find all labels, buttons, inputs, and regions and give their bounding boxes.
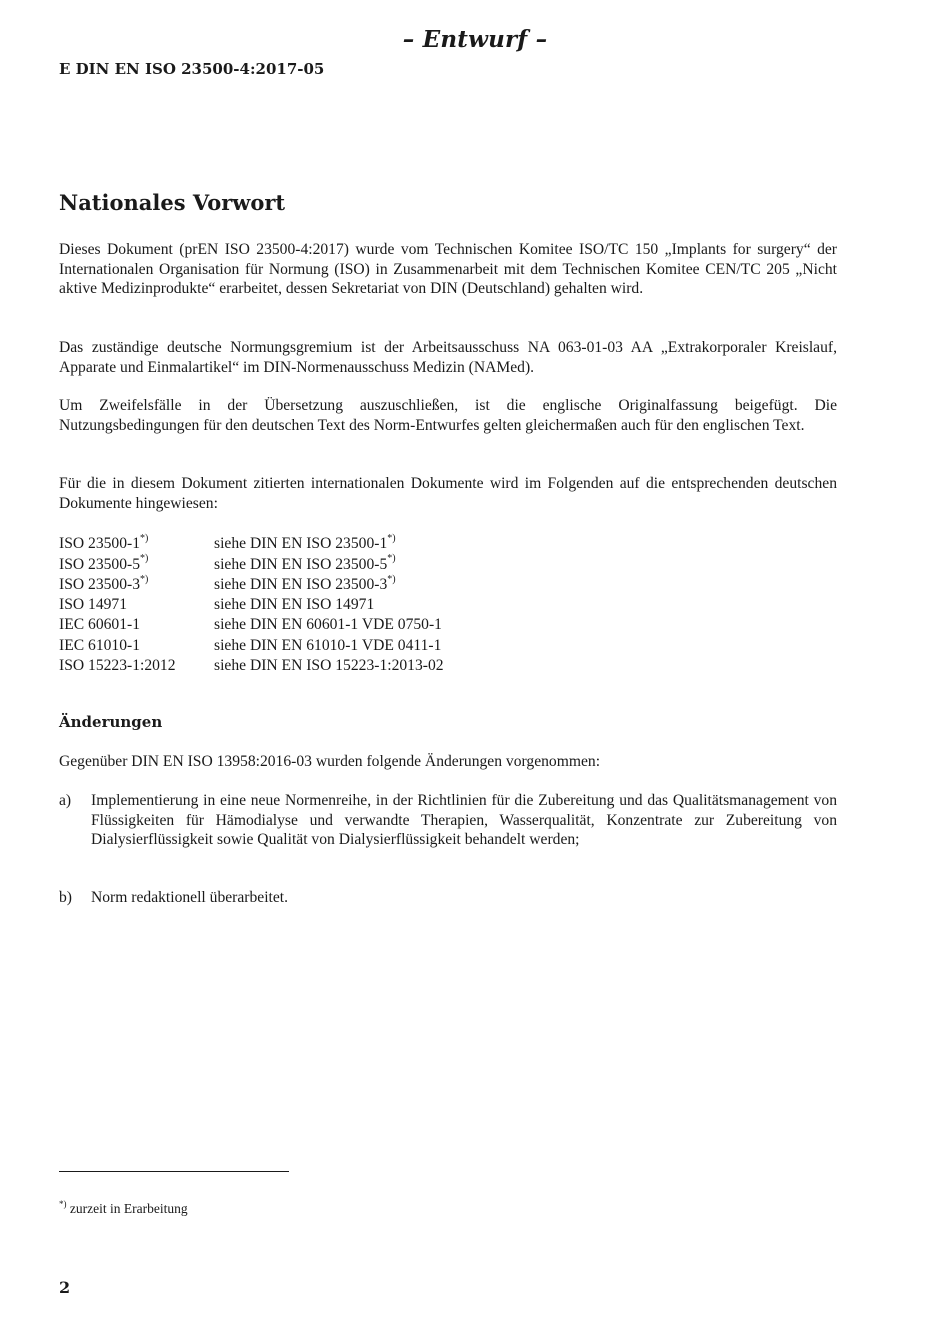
- intl-document-label: ISO 23500-3: [59, 575, 140, 593]
- section-title: Nationales Vorwort: [59, 190, 286, 215]
- footnote-ref: *): [387, 553, 396, 565]
- german-document: siehe DIN EN ISO 15223-1:2013-02: [214, 657, 444, 675]
- list-marker: b): [59, 889, 72, 906]
- footnote-text: zurzeit in Erarbeitung: [66, 1201, 188, 1216]
- table-row: [59, 655, 444, 675]
- intl-document-label: ISO 23500-5: [59, 555, 140, 573]
- list-item-text: Implementierung in eine neue Normenreihe, in der Richtlinien für die Zubereitung und das Qualitätsmanagement von Flüssigkeiten für Hämodialyse und verwandte Therapien, Wasserqualität, Konzentrate zur Zubereitung von Dialysierflüssigkeit sowie Qualität von Dialysierflüssigkeit behandelt werden;: [91, 792, 837, 848]
- table-row: [59, 553, 444, 573]
- german-document: [214, 574, 444, 594]
- document-id: E DIN EN ISO 23500-4:2017-05: [59, 60, 325, 78]
- intl-document: IEC 60601-1: [59, 616, 140, 634]
- intl-document: ISO 14971: [59, 596, 128, 614]
- german-document: siehe DIN EN 60601-1 VDE 0750-1: [214, 616, 442, 634]
- intl-document: [59, 533, 214, 553]
- german-document: siehe DIN EN ISO 14971: [214, 596, 375, 614]
- list-marker: a): [59, 792, 72, 809]
- intl-document: [59, 574, 214, 594]
- footnote-ref: *): [140, 553, 149, 565]
- paragraph-3: Um Zweifelsfälle in der Übersetzung auszuschließen, ist die englische Originalfassung beigefügt. Die Nutzungsbedingungen für den deutschen Text des Norm-Entwurfes gelten gleichermaßen auch für den englischen Text.: [59, 397, 837, 434]
- draft-watermark: – Entwurf –: [402, 26, 548, 53]
- german-document: [214, 533, 444, 553]
- table-row: [59, 574, 444, 594]
- list-item: [59, 888, 837, 908]
- paragraph-1: Dieses Dokument (prEN ISO 23500-4:2017) wurde vom Technischen Komitee ISO/TC 150 „Implants for surgery“ der Internationalen Organisation für Normung (ISO) in Zusammenarbeit mit dem Technischen Komitee CEN/TC 205 „Nicht aktive Medizinprodukte“ erarbeitet, dessen Sekretariat von DIN (Deutschland) gehalten wird.: [59, 241, 837, 297]
- table-row: [59, 594, 444, 614]
- german-document-label: siehe DIN EN ISO 23500-5: [214, 555, 388, 573]
- footnote-marker: *): [59, 1198, 67, 1209]
- intl-document: ISO 15223-1:2012: [59, 657, 176, 675]
- reference-table: [59, 533, 444, 675]
- paragraph-4: Für die in diesem Dokument zitierten internationalen Dokumente wird im Folgenden auf die entsprechenden deutschen Dokumente hingewiesen:: [59, 475, 837, 512]
- intl-document-label: ISO 23500-1: [59, 535, 140, 553]
- table-row: [59, 634, 444, 654]
- paragraph-2: Das zuständige deutsche Normungsgremium ist der Arbeitsausschuss NA 063-01-03 AA „Extrakorporaler Kreislauf, Apparate und Einmalartikel“ im DIN-Normenausschuss Medizin (NAMed).: [59, 339, 837, 376]
- list-item-text: Norm redaktionell überarbeitet.: [91, 889, 289, 906]
- footnote-ref: *): [140, 573, 149, 585]
- changes-intro: Gegenüber DIN EN ISO 13958:2016-03 wurden folgende Änderungen vorgenommen:: [59, 753, 601, 770]
- changes-heading: Änderungen: [59, 713, 163, 731]
- intl-document: [59, 553, 214, 573]
- german-document-label: siehe DIN EN ISO 23500-1: [214, 535, 388, 553]
- footnote-ref: *): [140, 533, 149, 545]
- german-document: [214, 553, 444, 573]
- footnote: [59, 1198, 188, 1217]
- footnote-divider: [59, 1171, 289, 1172]
- german-document: siehe DIN EN 61010-1 VDE 0411-1: [214, 636, 442, 654]
- table-row: [59, 614, 444, 634]
- list-item: [59, 791, 837, 850]
- page-number: 2: [59, 1278, 71, 1297]
- table-row: [59, 533, 444, 553]
- footnote-ref: *): [387, 533, 396, 545]
- german-document-label: siehe DIN EN ISO 23500-3: [214, 575, 388, 593]
- footnote-ref: *): [387, 573, 396, 585]
- intl-document: IEC 61010-1: [59, 636, 140, 654]
